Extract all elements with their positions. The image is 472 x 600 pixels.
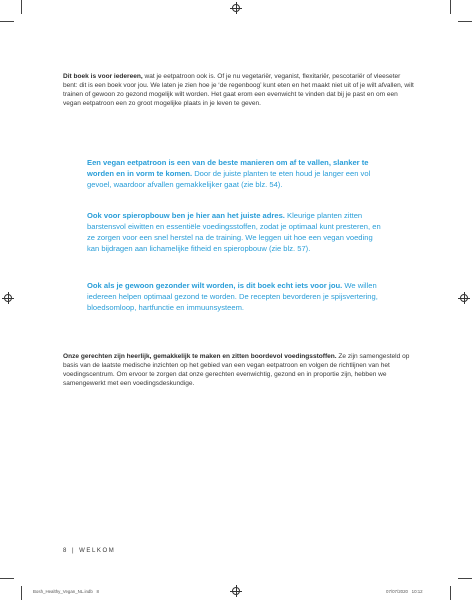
intro-lead: Dit boek is voor iedereen, xyxy=(63,73,143,80)
intro-text: wat je eetpatroon ook is. Of je nu vegetariër, veganist, flexitariër, pescotariër of vleeseter bent: dit is een boek voor jou. We laten je zien hoe je ‘de regenboog’ kunt eten en het maakt niet uit of je wilt afvallen, wilt trainen of gewoon zo gezond mogelijk wilt worden. Het gaat erom een evenwicht te vinden dat bij je past en om een vegan eetpatroon een zo groot mogelijke plaats in je leven te geven. xyxy=(63,73,414,108)
crop-mark-bottom-right xyxy=(458,578,472,579)
registration-mark-left-icon xyxy=(4,294,12,302)
crop-mark-top-right-vertical xyxy=(450,0,451,14)
closing-text: Ze zijn samengesteld op basis van de laatste medische inzichten op het gebied van een vegan eetpatroon en volgen de richtlijnen van het voedingscentrum. Om ervoor te zorgen dat onze gerechten evenwichtig, gezond en in proportie zijn, hebben we samengewerkt met een voedingsdeskundige. xyxy=(63,353,410,388)
crop-mark-bottom-right-vertical xyxy=(450,586,451,600)
crop-mark-bottom-left xyxy=(0,578,14,579)
crop-mark-bottom-left-vertical xyxy=(21,586,22,600)
closing-lead: Onze gerechten zijn heerlijk, gemakkelijk te maken en zitten boordevol voedingsstoffen. xyxy=(63,353,337,360)
crop-mark-top-left-vertical xyxy=(21,0,22,14)
registration-mark-bottom-icon xyxy=(232,587,240,595)
callout-healthier xyxy=(87,281,387,314)
slug-filename: Bosh_Healthy_Vegan_NL.indb 8 xyxy=(33,589,99,594)
page-number: 8 xyxy=(63,548,68,554)
callout-text: Kleurige planten zitten barstensvol eiwitten en essentiële voedingsstoffen, zodat je optimaal kunt presteren, en ze zorgen voor een snel herstel na de training. We leggen uit hoe een vegan voeding kan bijdragen aan lichamelijke fitheid en spieropbouw (zie blz. 57). xyxy=(87,211,381,253)
callout-lead: Een vegan eetpatroon is een van de beste manieren om af te vallen, slanker te worden en in vorm te komen. xyxy=(87,158,369,178)
intro-paragraph xyxy=(63,72,415,108)
footer-separator: | xyxy=(71,548,76,554)
callout-weight-loss xyxy=(87,158,387,191)
callout-text: Door de juiste planten te eten houd je langer een vol gevoel, waardoor afvallen gemakkelijker gaat (zie blz. 54). xyxy=(87,168,371,189)
section-title: WELKOM xyxy=(79,548,116,554)
slug-timestamp: 07/07/2020 10:12 xyxy=(386,589,423,594)
crop-mark-top-right xyxy=(458,21,472,22)
registration-mark-top-icon xyxy=(232,4,240,12)
callout-muscle-building xyxy=(87,211,387,255)
crop-mark-top-left xyxy=(0,21,14,22)
callout-lead: Ook voor spieropbouw ben je hier aan het juiste adres. xyxy=(87,211,285,220)
registration-mark-right-icon xyxy=(460,294,468,302)
page-footer xyxy=(63,548,115,554)
callout-lead: Ook als je gewoon gezonder wilt worden, is dit boek echt iets voor jou. xyxy=(87,281,343,290)
callout-text: We willen iedereen helpen optimaal gezond te worden. De recepten bevorderen je spijsvertering, bloedsomloop, hartfunctie en immuunsysteem. xyxy=(87,281,378,312)
closing-paragraph xyxy=(63,352,415,388)
